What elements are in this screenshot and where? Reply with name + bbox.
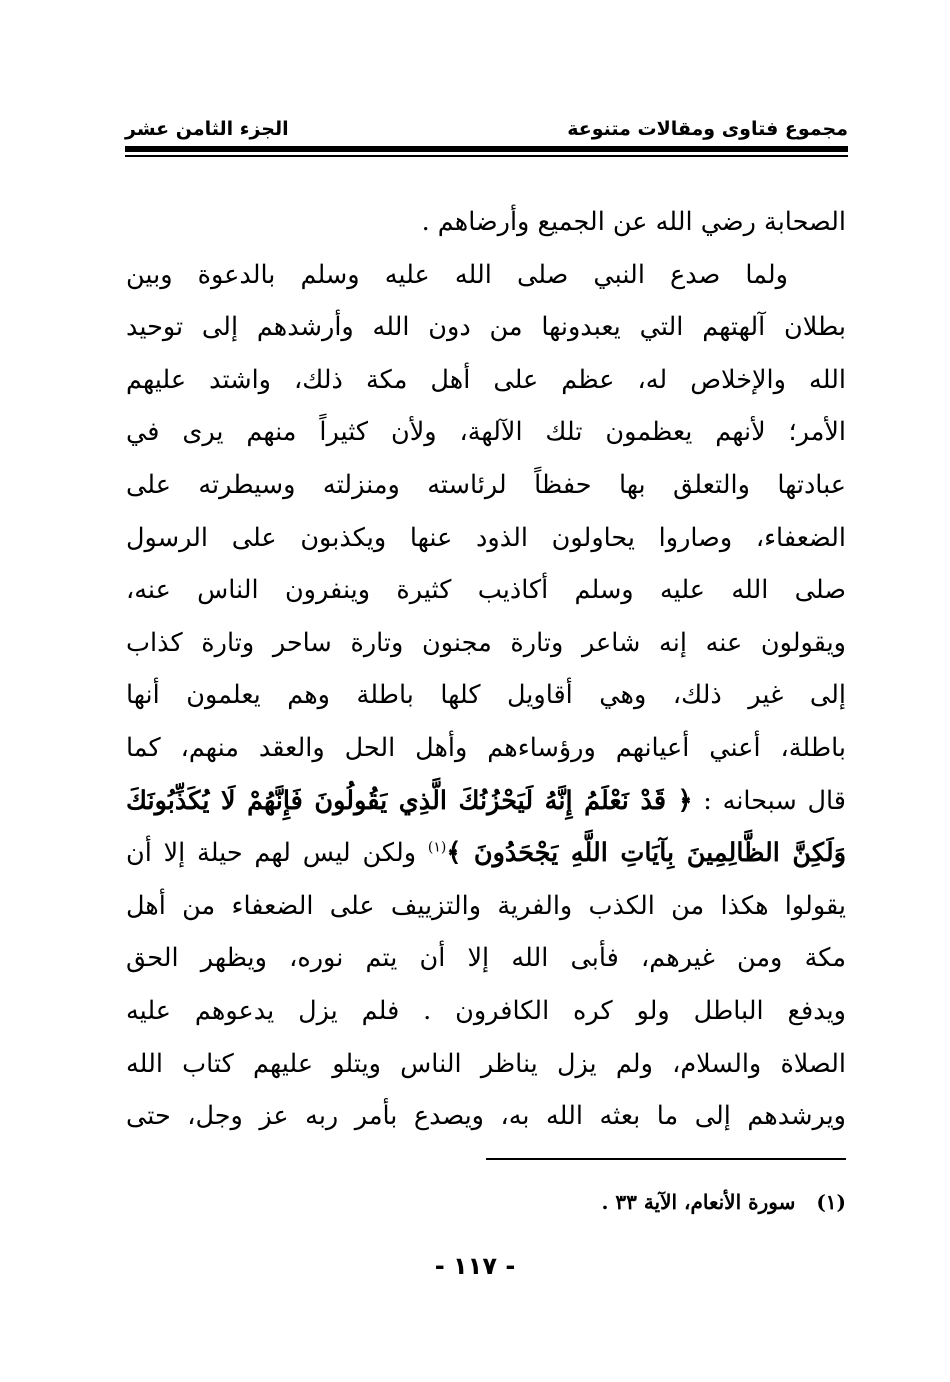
footnote-marker: (١) [816, 1190, 846, 1214]
text-line: الأمر؛ لأنهم يعظمون تلك الآلهة، ولأن كثيراً منهم يرى في [126, 417, 846, 448]
text-line: الله والإخلاص له، عظم على أهل مكة ذلك، واشتد عليهم [126, 364, 846, 395]
text-line: بطلان آلهتهم التي يعبدونها من دون الله وأرشدهم إلى توحيد [126, 312, 846, 343]
text-line: الضعفاء، وصاروا يحاولون الذود عنها ويكذبون على الرسول [126, 522, 846, 553]
verse-line [126, 827, 846, 880]
footnote-text: سورة الأنعام، الآية ٣٣ . [601, 1190, 796, 1214]
main-text [126, 196, 846, 1143]
verse-intro: قال سبحانه : [703, 785, 846, 816]
footnote [601, 1190, 846, 1214]
text-line: ويدفع الباطل ولو كره الكافرون . فلم يزل يدعوهم عليه [126, 995, 846, 1026]
text-line: ويرشدهم إلى ما بعثه الله به، ويصدع بأمر ربه عز وجل، حتى [126, 1101, 846, 1132]
text-line: إلى غير ذلك، وهي أقاويل كلها باطلة وهم يعلمون أنها [126, 680, 846, 711]
text-line: يقولوا هكذا من الكذب والفرية والتزييف على الضعفاء من أهل [126, 890, 846, 921]
text-line: ولما صدع النبي صلى الله عليه وسلم بالدعوة وبين [126, 259, 788, 290]
verse-line [126, 775, 846, 828]
quran-verse: وَلَكِنَّ الظَّالِمِينَ بِآيَاتِ اللَّهِ يَجْحَدُونَ ﴾ [446, 838, 847, 869]
text-line: الصحابة رضي الله عن الجميع وأرضاهم . [421, 207, 846, 237]
footnote-rule [486, 1158, 846, 1160]
text-line: صلى الله عليه وسلم أكاذيب كثيرة وينفرون الناس عنه، [126, 575, 846, 606]
text-line: ويقولون عنه إنه شاعر وتارة مجنون وتارة ساحر وتارة كذاب [126, 627, 846, 658]
header-rule-thin [125, 155, 848, 157]
text-line: باطلة، أعني أعيانهم ورؤساءهم وأهل الحل والعقد منهم، كما [126, 732, 846, 763]
running-header [125, 112, 848, 144]
page-number: - ١١٧ - [434, 1252, 516, 1280]
verse-continuation: ولكن ليس لهم حيلة إلا أن [126, 838, 417, 869]
text-line: عبادتها والتعلق بها حفظاً لرئاسته ومنزلته وسيطرته على [126, 469, 846, 500]
volume-label: الجزء الثامن عشر [125, 118, 289, 140]
series-title: مجموع فتاوى ومقالات متنوعة [567, 118, 848, 140]
text-line: الصلاة والسلام، ولم يزل يناظر الناس ويتلو عليهم كتاب الله [126, 1048, 846, 1079]
header-rule-thick [125, 146, 848, 152]
footnote-reference[interactable]: (١) [427, 839, 447, 856]
quran-verse: ﴿ قَدْ نَعْلَمُ إِنَّهُ لَيَحْزُنُكَ الَّذِي يَقُولُونَ فَإِنَّهُمْ لَا يُكَذِّبُونَكَ [126, 785, 693, 816]
text-line: مكة ومن غيرهم، فأبى الله إلا أن يتم نوره، ويظهر الحق [126, 943, 846, 974]
